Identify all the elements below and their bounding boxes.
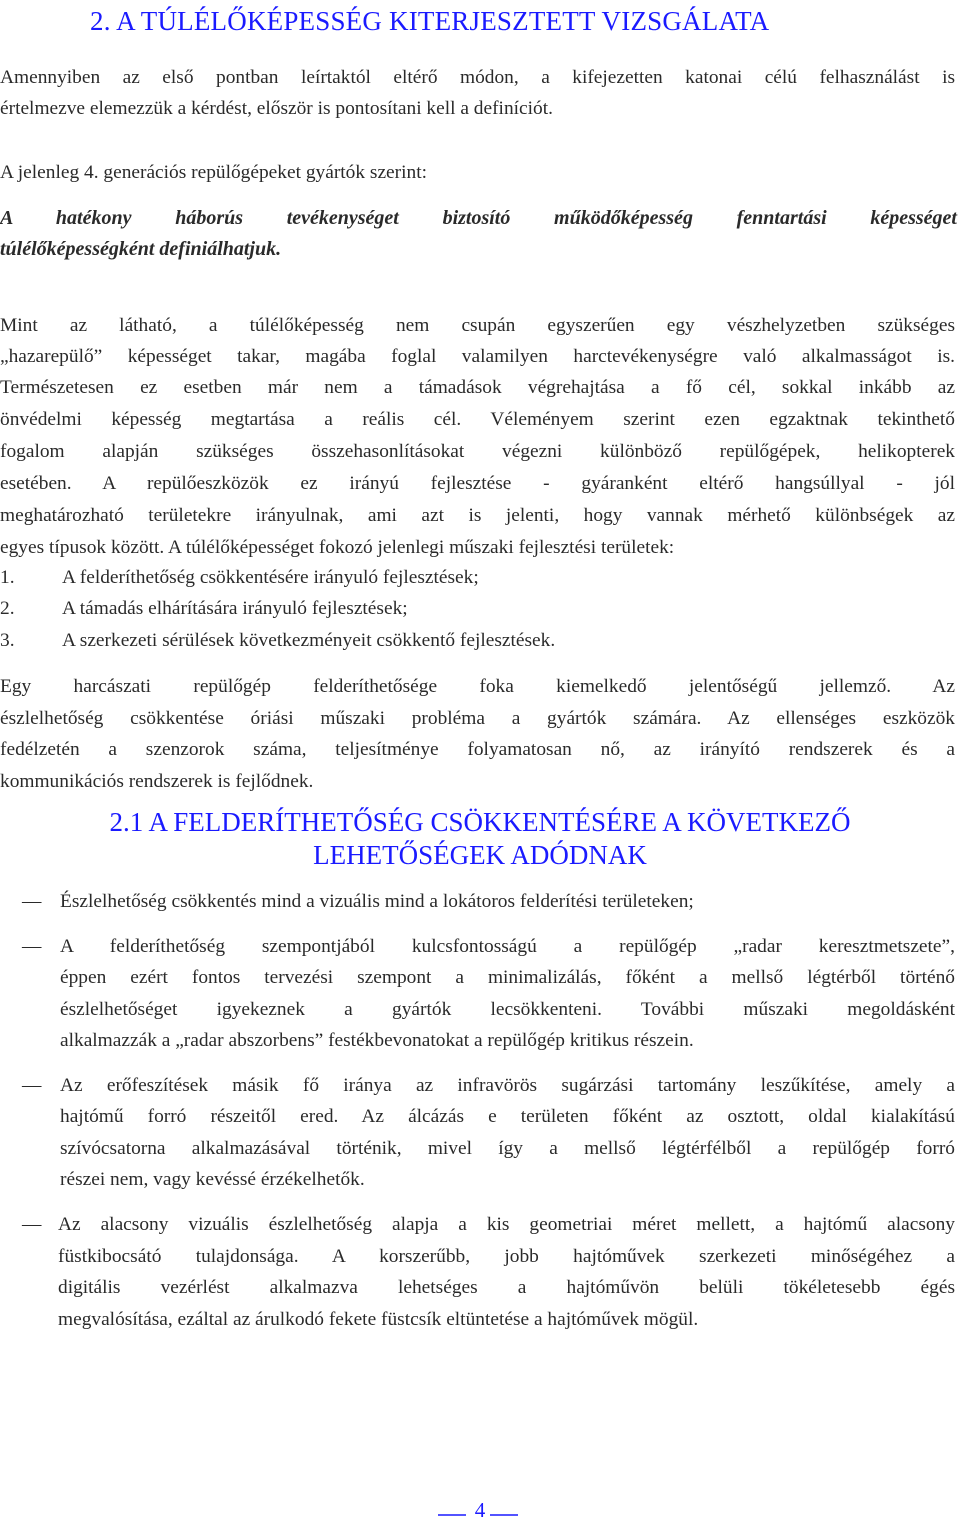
numbered-item-3-number: 3. [0, 630, 15, 651]
bullet-4-line-3: digitális vezérlést alkalmazva lehetséges a hajtóművön belüli tökéletesebb égés [58, 1277, 955, 1298]
bullet-2-line-3: észlelhetőséget igyekeznek a gyártók lecsökkenteni. További műszaki megoldásként [60, 999, 955, 1020]
bullet-3-line-2: hajtómű forró részeitől ered. Az álcázás e területen főként az osztott, oldal kialakítású [60, 1106, 955, 1127]
bullet-1-line-1: Észlelhetőség csökkentés mind a vizuális mind a lokátoros felderítési területeken; [60, 891, 694, 912]
subsection-heading [40, 806, 920, 872]
para2-line-2: „hazarepülő” képességet takar, magába foglal valamilyen harctevékenységre való alkalmasságot is. [0, 346, 955, 367]
bullet-1-dash: — [22, 891, 42, 912]
bullet-4-line-2: füstkibocsátó tulajdonsága. A korszerűbb, jobb hajtóművek szerkezeti minőségéhez a [58, 1246, 955, 1267]
numbered-item-2: A támadás elhárítására irányuló fejlesztések; [62, 598, 408, 619]
definition-line-1: A hatékony háborús tevékenységet biztosító működőképesség fenntartási képességet [0, 207, 957, 229]
intro-line-1: Amennyiben az első pontban leírtaktól eltérő módon, a kifejezetten katonai célú felhasználást is [0, 67, 955, 88]
bullet-3-dash: — [22, 1075, 42, 1096]
bullet-3-line-4: részei nem, vagy kevéssé érzékelhetők. [60, 1169, 365, 1190]
subsection-heading-line-2: LEHETŐSÉGEK ADÓDNAK [313, 840, 647, 870]
bullet-3-line-3: szívócsatorna alkalmazásával történik, mivel így a mellső légtérfélből a repülőgép forró [60, 1138, 955, 1159]
para2-line-4: önvédelmi képesség megtartása a reális cél. Véleményem szerint ezen egzaktnak tekinthető [0, 409, 955, 430]
para2-line-5: fogalom alapján szükséges összehasonlításokat végezni különböző repülőgépek, helikopterek [0, 441, 955, 462]
para3-line-1: Egy harcászati repülőgép felderíthetősége foka kiemelkedő jelentőségű jellemző. Az [0, 676, 955, 697]
subsection-heading-line-1: 2.1 A FELDERÍTHETŐSÉG CSÖKKENTÉSÉRE A KÖVETKEZŐ [109, 807, 851, 837]
bullet-2-line-4: alkalmazzák a „radar abszorbens” festékbevonatokat a repülőgép kritikus részein. [60, 1030, 694, 1051]
bullet-2-line-2: éppen ezért fontos tervezési szempont a minimalizálás, főként a mellső légtérből történő [60, 967, 955, 988]
para3-line-2: észlelhetőség csökkentése óriási műszaki probléma a gyártók számára. Az ellenséges eszközök [0, 708, 955, 729]
intro-line-2: értelmezve elemezzük a kérdést, először is pontosítani kell a definíciót. [0, 98, 553, 119]
bullet-3-line-1: Az erőfeszítések másik fő iránya az infravörös sugárzási tartomány leszűkítése, amely a [60, 1075, 955, 1096]
para2-line-8: egyes típusok között. A túlélőképességet fokozó jelenlegi műszaki fejlesztési területek: [0, 537, 675, 558]
numbered-item-1: A felderíthetőség csökkentésére irányuló fejlesztések; [62, 567, 479, 588]
numbered-item-2-number: 2. [0, 598, 15, 619]
bullet-2-dash: — [22, 936, 42, 957]
para3-line-3: fedélzetén a szenzorok száma, teljesítménye folyamatosan nő, az irányító rendszerek és a [0, 739, 955, 760]
para2-line-6: esetében. A repülőeszközök ez irányú fejlesztése - gyáranként eltérő hangsúllyal - jól [0, 473, 955, 494]
numbered-item-1-number: 1. [0, 567, 15, 588]
bullet-2-line-1: A felderíthetőség szempontjából kulcsfontosságú a repülőgép „radar keresztmetszete”, [60, 936, 955, 957]
definition-line-2: túlélőképességként definiálhatjuk. [0, 238, 282, 260]
jelenleg-line: A jelenleg 4. generációs repülőgépeket gyártók szerint: [0, 162, 427, 183]
numbered-item-3: A szerkezeti sérülések következményeit csökkentő fejlesztések. [62, 630, 556, 651]
para3-line-4: kommunikációs rendszerek is fejlődnek. [0, 771, 314, 792]
bullet-4-dash: — [22, 1214, 42, 1235]
para2-line-7: meghatározható területekre irányulnak, ami azt is jelenti, hogy vannak mérhető különbségek az [0, 505, 955, 526]
section-heading: 2. A TÚLÉLŐKÉPESSÉG KITERJESZTETT VIZSGÁLATA [90, 6, 770, 36]
bullet-4-line-1: Az alacsony vizuális észlelhetőség alapja a kis geometriai méret mellett, a hajtómű alacsony [58, 1214, 955, 1235]
bullet-4-line-4: megvalósítása, ezáltal az árulkodó fekete füstcsík eltüntetése a hajtóművek mögül. [58, 1309, 699, 1330]
para2-line-3: Természetesen ez esetben már nem a támadások végrehajtása a fő cél, sokkal inkább az [0, 377, 955, 398]
para2-line-1: Mint az látható, a túlélőképesség nem csupán egyszerűen egy vészhelyzetben szükséges [0, 315, 955, 336]
page-number: 4 [474, 1498, 486, 1522]
